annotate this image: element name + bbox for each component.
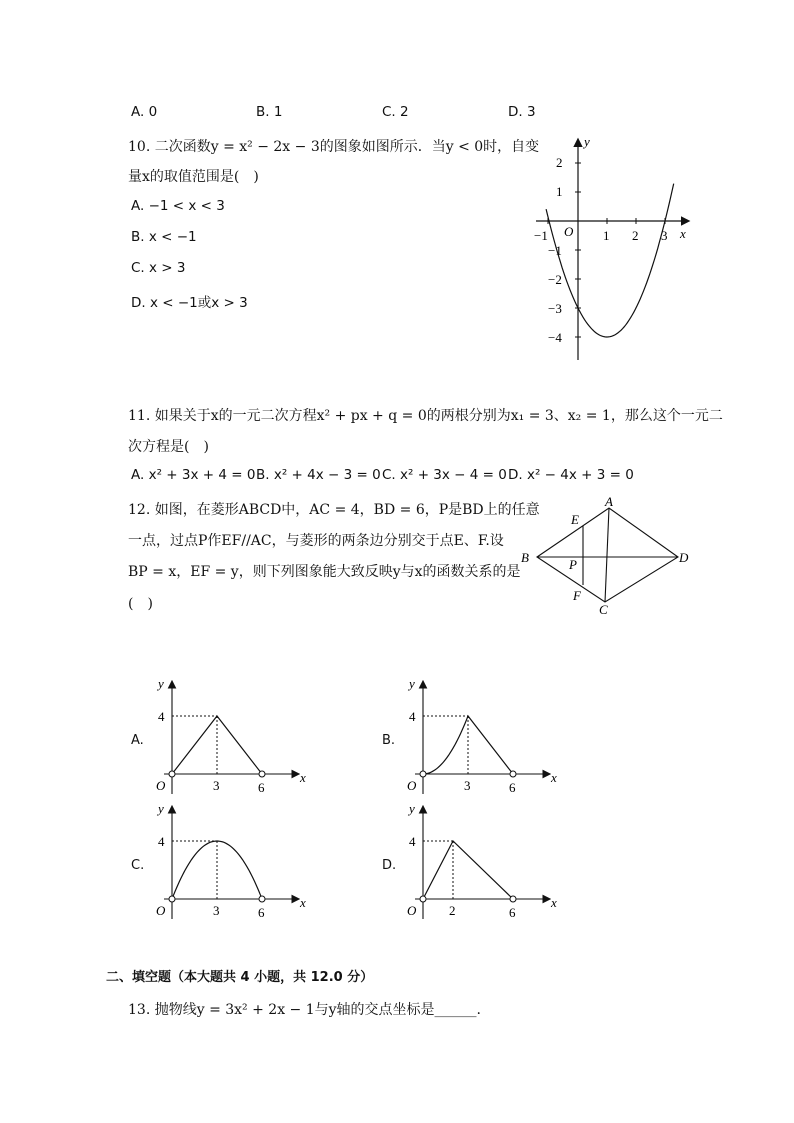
origin-label: O xyxy=(407,903,417,918)
x-tick-label: 2 xyxy=(632,228,639,243)
q12-stem-line4: ( ) xyxy=(128,596,153,612)
origin-label: O xyxy=(564,224,574,239)
x-axis-label: x xyxy=(551,770,557,785)
x-tick-label: 2 xyxy=(449,903,456,918)
open-endpoint xyxy=(420,896,426,902)
origin-label: O xyxy=(407,778,417,793)
graph-option-a xyxy=(148,672,318,797)
y-axis-label: y xyxy=(409,801,415,816)
x-tick-label: 6 xyxy=(258,905,265,920)
q11-option-c: C. x² + 3x − 4 = 0 xyxy=(382,467,507,483)
y-tick-label: 1 xyxy=(556,184,563,199)
open-endpoint xyxy=(510,771,516,777)
q11-stem-line1: 11. 如果关于x的一元二次方程x² + px + q = 0的两根分别为x₁ = 3、x₂ = 1，那么这个一元二 xyxy=(128,408,723,424)
open-endpoint xyxy=(169,896,175,902)
y-tick-label: −4 xyxy=(548,330,562,345)
q11-option-d: D. x² − 4x + 3 = 0 xyxy=(508,467,634,483)
q12-stem-line3: BP = x，EF = y，则下列图象能大致反映y与x的函数关系的是 xyxy=(128,564,521,580)
open-endpoint xyxy=(259,896,265,902)
section-title: 二、填空题（本大题共 4 小题，共 12.0 分） xyxy=(106,970,374,985)
x-tick-label: 6 xyxy=(509,905,516,920)
x-axis-label: x xyxy=(551,895,557,910)
y-tick-label: 4 xyxy=(409,834,416,849)
y-tick-label: 4 xyxy=(158,834,165,849)
x-tick-label: 6 xyxy=(509,780,516,795)
q13-stem: 13. 抛物线y = 3x² + 2x − 1与y轴的交点坐标是______. xyxy=(128,1002,482,1018)
label-a: A xyxy=(605,494,613,509)
x-tick-label: 1 xyxy=(603,228,610,243)
x-tick-label: 3 xyxy=(213,778,220,793)
q12-stem-line2: 一点，过点P作EF//AC，与菱形的两条边分别交于点E、F.设 xyxy=(128,533,504,549)
q11-stem-line2: 次方程是( ) xyxy=(128,439,209,455)
open-endpoint xyxy=(169,771,175,777)
q10-option-c: C. x > 3 xyxy=(131,260,186,276)
x-tick-label: 6 xyxy=(258,780,265,795)
y-axis-label: y xyxy=(584,134,590,149)
q9-option-b: B. 1 xyxy=(256,104,283,120)
y-tick-label: 2 xyxy=(556,155,563,170)
function-curve xyxy=(423,841,513,899)
q12-stem-line1: 12. 如图，在菱形ABCD中，AC = 4，BD = 6，P是BD上的任意 xyxy=(128,502,540,518)
open-endpoint xyxy=(420,771,426,777)
q10-option-a: A. −1 < x < 3 xyxy=(131,198,225,214)
q9-option-a: A. 0 xyxy=(131,104,158,120)
q11-option-a: A. x² + 3x + 4 = 0 xyxy=(131,467,256,483)
y-tick-label: 4 xyxy=(409,709,416,724)
y-axis-label: y xyxy=(158,676,164,691)
q11-option-b: B. x² + 4x − 3 = 0 xyxy=(256,467,381,483)
q10-stem-line2: 量x的取值范围是( ) xyxy=(128,169,259,185)
q9-option-c: C. 2 xyxy=(382,104,409,120)
parabola-curve xyxy=(546,184,674,337)
graph-option-c-label: C. xyxy=(131,858,145,873)
y-tick-label: −3 xyxy=(548,301,562,316)
graph-option-d xyxy=(399,797,569,922)
y-tick-label: −1 xyxy=(548,243,562,258)
graph-option-a-label: A. xyxy=(131,733,144,748)
label-p: P xyxy=(569,557,577,572)
origin-label: O xyxy=(156,903,166,918)
y-tick-label: −2 xyxy=(548,272,562,287)
q10-option-b: B. x < −1 xyxy=(131,229,197,245)
y-tick-label: 4 xyxy=(158,709,165,724)
x-tick-label: 3 xyxy=(213,903,220,918)
x-tick-label: 3 xyxy=(464,778,471,793)
q12-rhombus-figure xyxy=(515,494,695,619)
y-axis-label: y xyxy=(409,676,415,691)
q9-option-d: D. 3 xyxy=(508,104,536,120)
origin-label: O xyxy=(156,778,166,793)
graph-option-c xyxy=(148,797,318,922)
graph-option-b xyxy=(399,672,569,797)
x-axis-label: x xyxy=(300,770,306,785)
label-f: F xyxy=(573,588,581,603)
q10-parabola-graph xyxy=(528,132,698,367)
label-c: C xyxy=(599,602,608,617)
x-axis-label: x xyxy=(300,895,306,910)
y-axis-label: y xyxy=(158,801,164,816)
x-axis-label: x xyxy=(680,226,686,241)
x-tick-label: −1 xyxy=(534,228,548,243)
diagonal-ac xyxy=(605,508,609,602)
q10-stem-line1: 10. 二次函数y = x² − 2x − 3的图象如图所示．当y < 0时，自变 xyxy=(128,139,540,155)
label-e: E xyxy=(571,512,579,527)
graph-option-d-label: D. xyxy=(382,858,397,873)
q10-option-d: D. x < −1或x > 3 xyxy=(131,295,248,311)
open-endpoint xyxy=(259,771,265,777)
x-tick-label: 3 xyxy=(661,228,668,243)
graph-option-b-label: B. xyxy=(382,733,396,748)
open-endpoint xyxy=(510,896,516,902)
label-b: B xyxy=(521,550,529,565)
label-d: D xyxy=(679,550,689,565)
